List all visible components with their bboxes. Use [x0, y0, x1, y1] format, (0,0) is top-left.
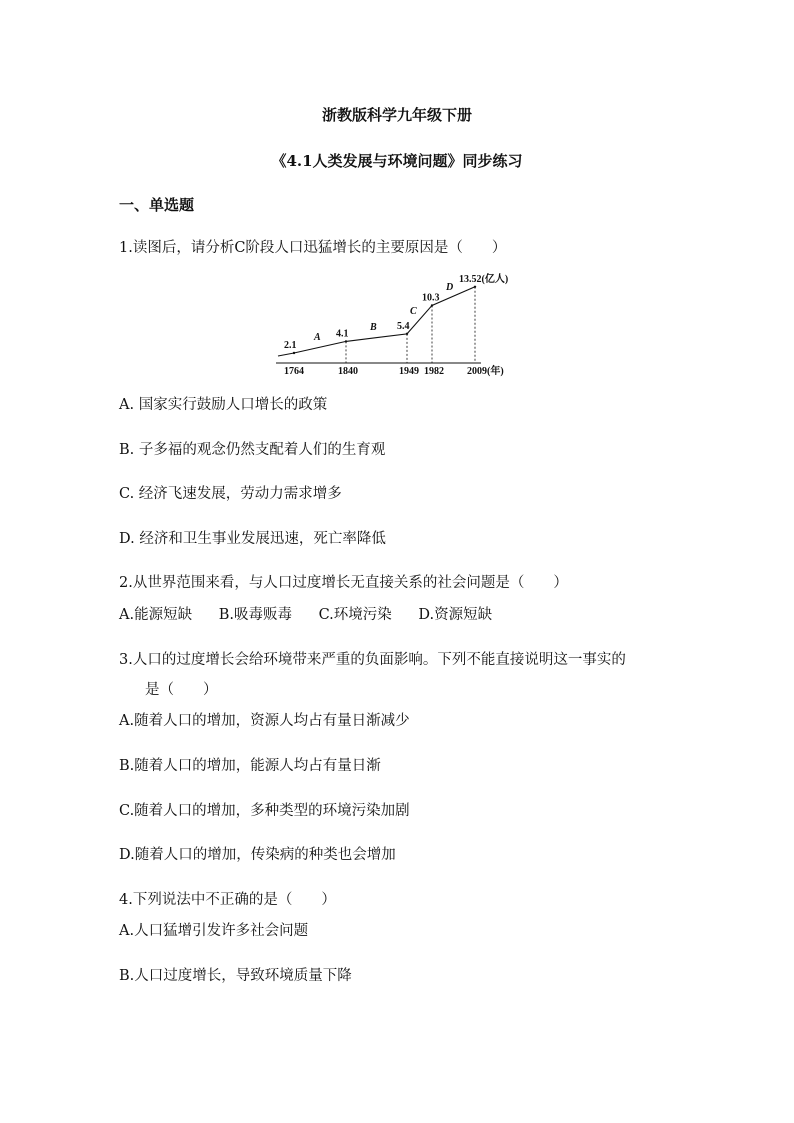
phase-label-B: B — [370, 322, 377, 333]
question-3-stem: 3.人口的过度增长会给环境带来严重的负面影响。下列不能直接说明这一事实的 — [119, 652, 626, 668]
population-chart — [276, 268, 526, 378]
question-2-option-c[interactable]: C.环境污染 — [318, 607, 392, 623]
question-1-option-a[interactable]: A. 国家实行鼓励人口增长的政策 — [119, 397, 328, 413]
doc-subtitle: 《4.1人类发展与环境问题》同步练习 — [271, 152, 523, 170]
value-label: 10.3 — [422, 292, 440, 304]
value-label: 13.52(亿人) — [459, 273, 509, 285]
question-2-stem: 2.从世界范围来看，与人口过度增长无直接关系的社会问题是（ ） — [119, 575, 568, 591]
question-1-stem: 1.读图后，请分析C阶段人口迅猛增长的主要原因是（ ） — [119, 240, 507, 256]
question-1-option-b[interactable]: B. 子多福的观念仍然支配着人们的生育观 — [119, 442, 386, 458]
question-2-options — [119, 603, 514, 624]
value-label: 5.4 — [397, 320, 410, 332]
x-tick-label: 2009(年) — [467, 366, 504, 377]
value-label: 2.1 — [284, 340, 297, 351]
data-point-1764 — [293, 352, 295, 354]
data-point-1840 — [345, 340, 347, 342]
question-1-option-d[interactable]: D. 经济和卫生事业发展迅速，死亡率降低 — [119, 531, 386, 547]
question-3-stem-cont: 是（ ） — [145, 682, 218, 698]
question-1-option-c[interactable]: C. 经济飞速发展，劳动力需求增多 — [119, 486, 342, 502]
x-tick-label: 1949 — [399, 366, 419, 377]
value-label: 4.1 — [336, 328, 349, 340]
question-3-option-a[interactable]: A.随着人口的增加，资源人均占有量日渐减少 — [119, 713, 410, 729]
x-tick-label: 1840 — [338, 366, 358, 377]
data-point-2009 — [474, 286, 476, 288]
question-3-option-c[interactable]: C.随着人口的增加，多种类型的环境污染加剧 — [119, 803, 410, 819]
question-4-option-a[interactable]: A.人口猛增引发许多社会问题 — [119, 923, 309, 939]
question-2-option-d[interactable]: D.资源短缺 — [418, 607, 493, 623]
question-4-stem: 4.下列说法中不正确的是（ ） — [119, 892, 336, 908]
x-tick-label: 1982 — [424, 366, 444, 377]
phase-label-D: D — [446, 282, 454, 293]
data-point-1949 — [406, 333, 408, 335]
question-3-option-d[interactable]: D.随着人口的增加，传染病的种类也会增加 — [119, 847, 396, 863]
x-tick-label: 1764 — [284, 366, 304, 377]
phase-label-C: C — [410, 306, 417, 317]
data-point-1982 — [431, 304, 433, 306]
doc-title: 浙教版科学九年级下册 — [321, 106, 472, 124]
question-3-option-b[interactable]: B.随着人口的增加，能源人均占有量日渐 — [119, 758, 381, 774]
phase-label-A: A — [314, 332, 321, 343]
question-2-option-a[interactable]: A.能源短缺 — [119, 607, 193, 623]
question-4-option-b[interactable]: B.人口过度增长，导致环境质量下降 — [119, 968, 352, 984]
section-heading: 一、单选题 — [119, 196, 195, 214]
question-2-option-b[interactable]: B.吸毒贩毒 — [218, 607, 292, 623]
